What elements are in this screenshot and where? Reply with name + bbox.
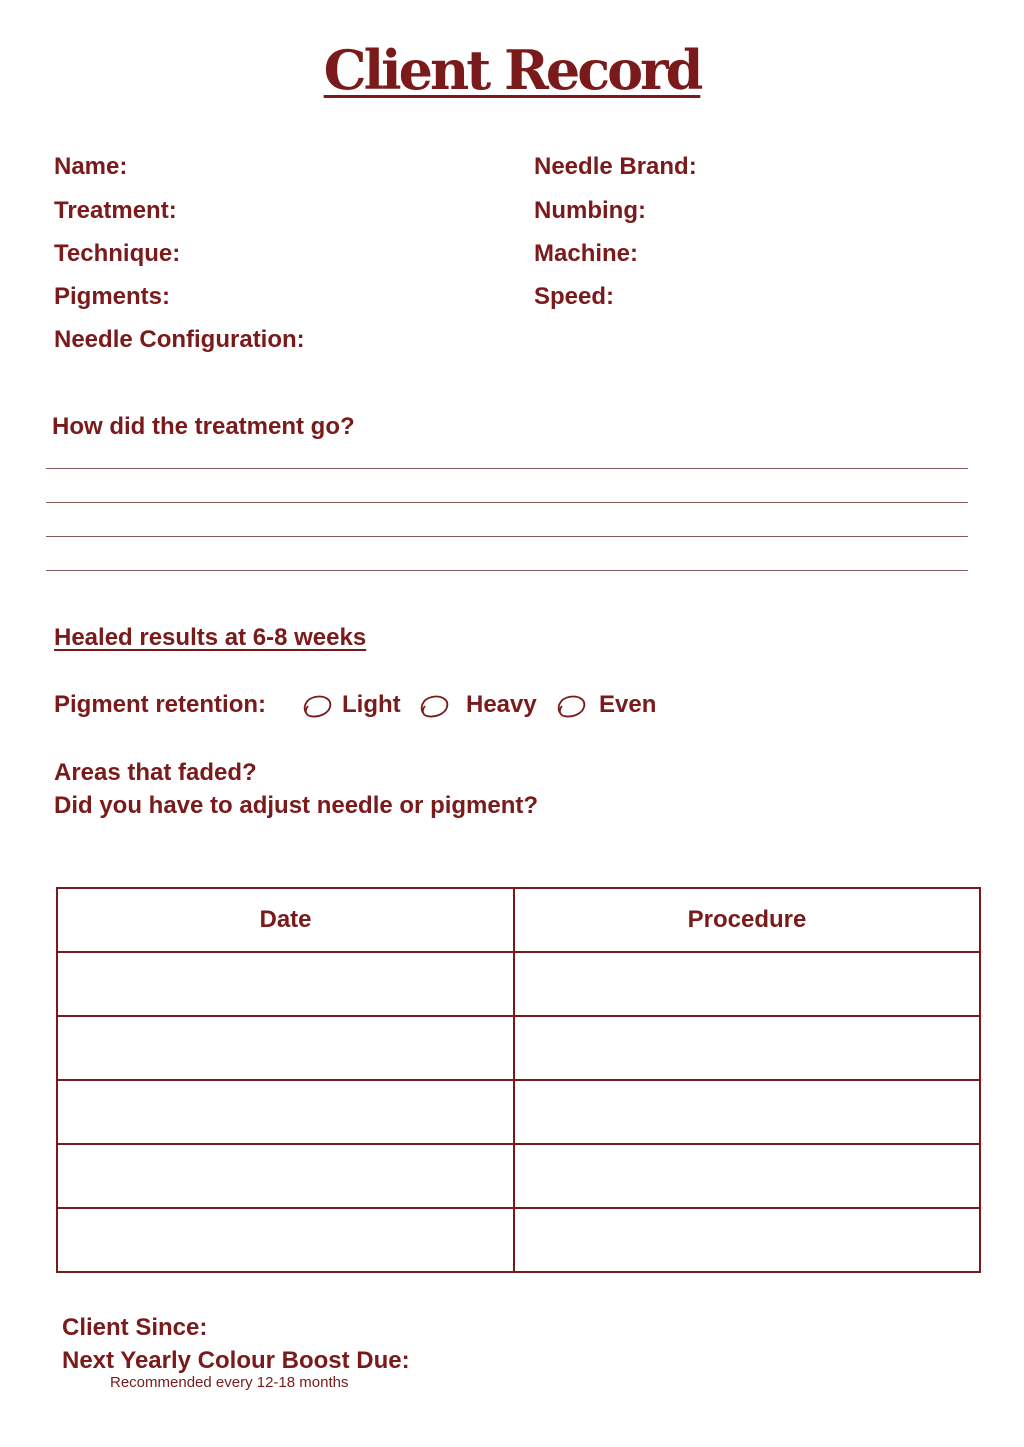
procedure-cell[interactable] [514,952,980,1016]
light-option-label[interactable]: Light [342,691,401,718]
date-cell[interactable] [57,1144,514,1208]
procedure-cell[interactable] [514,1208,980,1272]
healed-results-heading: Healed results at 6-8 weeks [54,624,367,651]
table-row [57,1144,980,1208]
treatment-field-label[interactable]: Treatment: [54,197,177,224]
even-option-circle-icon[interactable] [555,694,587,720]
date-column-header: Date [57,888,514,952]
page-title-wrap [0,38,1024,102]
recommendation-note: Recommended every 12-18 months [110,1374,349,1391]
heavy-option-circle-icon[interactable] [418,694,450,720]
procedure-column-header: Procedure [514,888,980,952]
date-cell[interactable] [57,1016,514,1080]
table-row [57,1080,980,1144]
page-title: Client Record [323,38,701,102]
table-row [57,1208,980,1272]
treatment-question: How did the treatment go? [52,413,355,440]
answer-line[interactable] [46,570,968,571]
date-cell[interactable] [57,1080,514,1144]
date-cell[interactable] [57,952,514,1016]
procedure-cell[interactable] [514,1016,980,1080]
table-row [57,1016,980,1080]
speed-field-label[interactable]: Speed: [534,283,615,310]
client-since-label[interactable]: Client Since: [62,1314,208,1341]
areas-faded-question: Areas that faded? [54,759,257,786]
pigments-field-label[interactable]: Pigments: [54,283,171,310]
needle-configuration-field-label[interactable]: Needle Configuration: [54,326,305,353]
machine-field-label[interactable]: Machine: [534,240,639,267]
name-field-label[interactable]: Name: [54,153,128,180]
pigment-retention-label: Pigment retention: [54,691,267,718]
heavy-option-label[interactable]: Heavy [466,691,537,718]
date-cell[interactable] [57,1208,514,1272]
table-header-row [57,888,980,952]
colour-boost-due-label[interactable]: Next Yearly Colour Boost Due: [62,1347,410,1374]
procedure-log-table [56,887,981,1273]
answer-line[interactable] [46,502,968,503]
numbing-field-label[interactable]: Numbing: [534,197,646,224]
needle-brand-field-label[interactable]: Needle Brand: [534,153,697,180]
answer-line[interactable] [46,536,968,537]
even-option-label[interactable]: Even [599,691,657,718]
adjust-needle-question: Did you have to adjust needle or pigment? [54,792,539,819]
light-option-circle-icon[interactable] [301,694,333,720]
procedure-cell[interactable] [514,1144,980,1208]
answer-line[interactable] [46,468,968,469]
procedure-cell[interactable] [514,1080,980,1144]
technique-field-label[interactable]: Technique: [54,240,181,267]
table-row [57,952,980,1016]
